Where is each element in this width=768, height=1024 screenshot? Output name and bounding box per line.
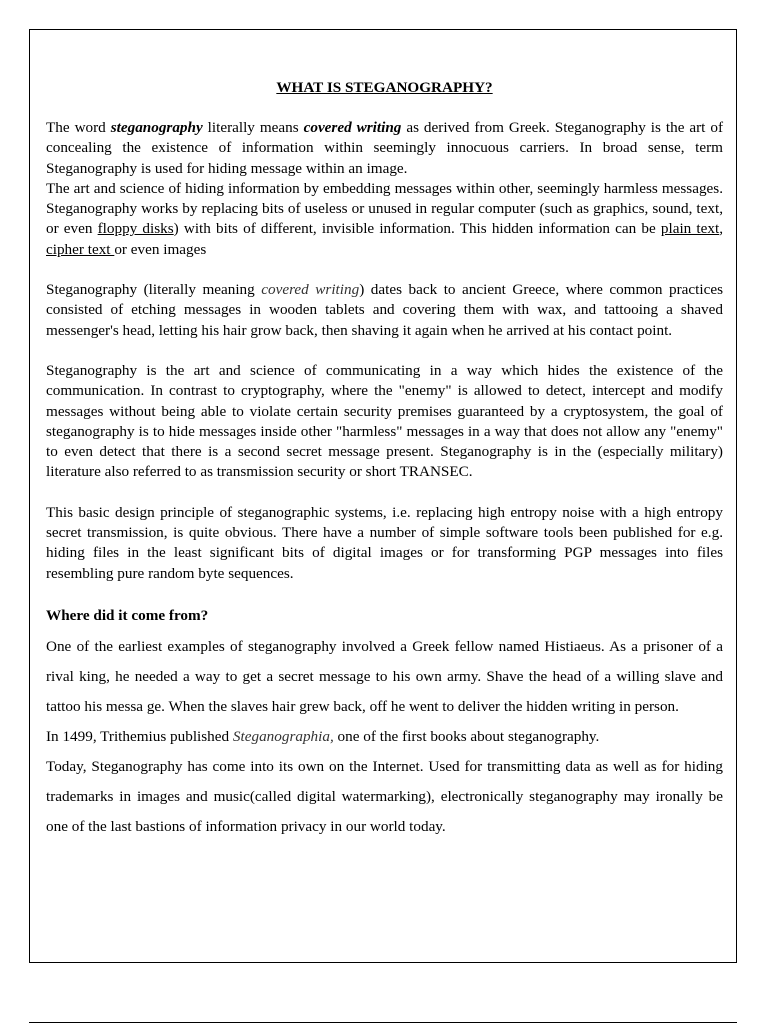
paragraph-trithemius: In 1499, Trithemius published Steganographia, one of the first books about steganography. <box>46 727 600 745</box>
paragraph-histiaeus: One of the earliest examples of steganography involved a Greek fellow named Histiaeus. As a prisoner of a rival king, he needed a way to get a secret message to his own army. Shave the head of a willing slave and tattoo his messa ge. When the slaves hair grew back, off he went to deliver the hidden writing in person. <box>46 637 723 715</box>
term-covered-writing: covered writing <box>303 119 402 136</box>
link-floppy-disks: floppy disks <box>97 220 174 238</box>
document-title: WHAT IS STEGANOGRAPHY? <box>276 79 493 96</box>
paragraph-history: Steganography (literally meaning covered writing) dates back to ancient Greece, where common practices consisted of etching messages in wooden tablets and covering them with wax, and tattooing a shaved messenger's head, letting his hair grow back, then shaving it again when he arrived at his contact point. <box>46 281 723 339</box>
paragraph-art-science: The art and science of hiding information by embedding messages within other, seemingly harmless messages. Steganography works by replacing bits of useless or unused in regular computer (such as graphics, sound, text, or even floppy disks) with bits of different, invisible information. This hidden information can be plain text, cipher text or even images <box>46 179 723 258</box>
paragraph-definition: The word steganography literally means covered writing as derived from Greek. Steganography is the art of concealing the existence of information within seemingly innocuous carriers. In broad sense, term Steganography is used for hiding message within an image. <box>46 119 724 177</box>
link-cipher-text: cipher text <box>46 240 115 258</box>
book-title-steganographia: Steganographia, <box>232 727 334 745</box>
section-heading-origin: Where did it come from? <box>46 606 209 624</box>
footer-divider <box>29 1022 737 1023</box>
paragraph-communication: Steganography is the art and science of communicating in a way which hides the existence of the communication. In contrast to cryptography, where the "enemy" is allowed to detect, intercept and modify messages without being able to violate certain security premises guaranteed by a cryptosystem, the goal of steganography is to hide messages inside other "harmless" messages in a way that does not allow any "enemy" to even detect that there is a second secret message present. Steganography is in the (especially military) literature also referred to as transmission security or short TRANSEC. <box>46 361 723 481</box>
term-covered-writing-italic: covered writing <box>261 281 360 299</box>
term-steganography: steganography <box>110 119 203 136</box>
link-plain-text: plain text <box>660 220 720 238</box>
paragraph-today: Today, Steganography has come into its own on the Internet. Used for transmitting data as well as for hiding trademarks in images and music(called digital watermarking), electronically steganography may ironally be one of the last bastions of information privacy in our world today. <box>46 757 723 835</box>
document-body <box>46 78 723 842</box>
paragraph-design-principle: This basic design principle of steganographic systems, i.e. replacing high entropy noise with a high entropy secret transmission, is quite obvious. There have a number of simple software tools been published for e.g. hiding files in the least significant bits of digital images or for transforming PGP messages into files resembling pure random byte sequences. <box>46 503 723 582</box>
